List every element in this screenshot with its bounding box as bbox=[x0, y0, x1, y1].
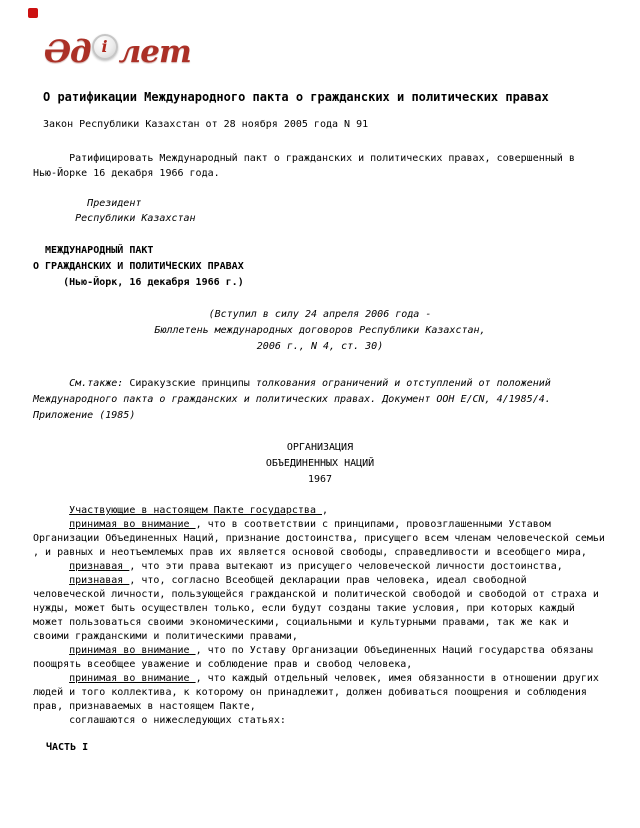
logo-emblem-icon bbox=[92, 34, 118, 60]
pact-heading bbox=[33, 243, 244, 291]
indent bbox=[33, 575, 69, 586]
un-heading bbox=[0, 440, 640, 488]
entry-note-line: 2006 г., N 4, ст. 30) bbox=[256, 341, 384, 352]
see-also-label: См.также: bbox=[69, 378, 130, 389]
preamble-text: соглашаются о нижеследующих статьях: bbox=[69, 715, 286, 726]
preamble-text: Организации Объединенных Наций, признание достоинства, присущего всем членам человеческой семьи bbox=[33, 533, 605, 544]
signature-block bbox=[33, 196, 196, 226]
preamble-line bbox=[33, 616, 605, 630]
preamble-line bbox=[33, 602, 605, 616]
preamble-line bbox=[33, 630, 605, 644]
preamble-line bbox=[33, 504, 605, 518]
part-heading: ЧАСТЬ I bbox=[46, 742, 89, 753]
see-also-line: Международного пакта о гражданских и политических правах. Документ ООН E/CN, 4/1985/4. bbox=[33, 394, 551, 405]
red-marker-icon bbox=[28, 8, 38, 18]
pact-heading-line: О ГРАЖДАНСКИХ И ПОЛИТИЧЕСКИХ ПРАВАХ bbox=[33, 261, 244, 272]
preamble-line bbox=[33, 644, 605, 658]
indent bbox=[33, 561, 69, 572]
preamble-text: , что каждый отдельный человек, имея обязанности в отношении других bbox=[195, 673, 599, 684]
preamble-lead: признавая bbox=[69, 575, 130, 586]
ratification-line: Ратифицировать Международный пакт о гражданских и политических правах, совершенный в bbox=[33, 153, 575, 164]
see-also-text: толкования ограничений и отступлений от положений bbox=[255, 378, 551, 389]
preamble-line bbox=[33, 672, 605, 686]
see-also-reference-title: Сиракузские принципы bbox=[129, 378, 256, 389]
indent bbox=[33, 715, 69, 726]
preamble-lead: принимая во внимание bbox=[69, 645, 196, 656]
preamble-text: прав, признаваемых в настоящем Пакте, bbox=[33, 701, 256, 712]
indent bbox=[33, 505, 69, 516]
un-heading-line: ОРГАНИЗАЦИЯ bbox=[286, 442, 354, 453]
pact-heading-line: МЕЖДУНАРОДНЫЙ ПАКТ bbox=[33, 245, 154, 256]
adilet-logo bbox=[44, 34, 191, 70]
entry-note-line: Бюллетень международных договоров Республики Казахстан, bbox=[154, 325, 486, 336]
preamble-line bbox=[33, 658, 605, 672]
pact-heading-line: (Нью-Йорк, 16 декабря 1966 г.) bbox=[33, 277, 244, 288]
preamble-text: , что в соответствии с принципами, провозглашенными Уставом bbox=[195, 519, 551, 530]
preamble-lead: признавая bbox=[69, 561, 130, 572]
preamble-text: человеческой личности, пользующейся гражданской и политической свободой и свободой от страха и bbox=[33, 589, 599, 600]
preamble-line bbox=[33, 700, 605, 714]
preamble-line bbox=[33, 560, 605, 574]
indent bbox=[33, 645, 69, 656]
preamble-text: поощрять всеобщее уважение и соблюдение прав и свобод человека, bbox=[33, 659, 413, 670]
see-also-note bbox=[33, 376, 551, 424]
preamble-line bbox=[33, 588, 605, 602]
un-heading-line: ОБЪЕДИНЕННЫХ НАЦИЙ bbox=[265, 458, 375, 469]
preamble-lead: Участвующие в настоящем Пакте государства bbox=[69, 505, 322, 516]
preamble-lead: принимая во внимание bbox=[69, 519, 196, 530]
preamble bbox=[33, 504, 605, 728]
indent bbox=[33, 673, 69, 684]
preamble-line bbox=[33, 532, 605, 546]
preamble-line bbox=[33, 546, 605, 560]
indent bbox=[33, 519, 69, 530]
ratification-paragraph bbox=[33, 151, 575, 181]
preamble-text: людей и того коллектива, к которому он принадлежит, должен добиваться поощрения и соблюдения bbox=[33, 687, 587, 698]
preamble-line bbox=[33, 686, 605, 700]
logo-circled-letter: і bbox=[101, 36, 108, 56]
see-also-line bbox=[33, 376, 551, 392]
logo-text-left: Әд bbox=[44, 34, 91, 70]
document-title: О ратификации Международного пакта о гражданских и политических правах bbox=[43, 90, 549, 104]
see-also-line: Приложение (1985) bbox=[33, 410, 136, 421]
preamble-text: , что эти права вытекают из присущего человеческой личности достоинства, bbox=[129, 561, 563, 572]
ratification-line: Нью-Йорке 16 декабря 1966 года. bbox=[33, 168, 220, 179]
logo-text-right: лет bbox=[118, 34, 191, 70]
preamble-line bbox=[33, 714, 605, 728]
entry-note-line: (Вступил в силу 24 апреля 2006 года - bbox=[208, 309, 432, 320]
preamble-text: , и равных и неотъемлемых прав их является основой свободы, справедливости и всеобщего мира, bbox=[33, 547, 587, 558]
preamble-lead: принимая во внимание bbox=[69, 673, 196, 684]
preamble-text: , что, согласно Всеобщей декларации прав человека, идеал свободной bbox=[129, 575, 527, 586]
preamble-line bbox=[33, 574, 605, 588]
law-subtitle: Закон Республики Казахстан от 28 ноября 2005 года N 91 bbox=[43, 119, 369, 130]
preamble-text: , bbox=[322, 505, 329, 516]
entry-into-force-note bbox=[0, 307, 640, 355]
signature-title: Президент bbox=[33, 198, 142, 209]
un-heading-line: 1967 bbox=[307, 474, 333, 485]
preamble-text: может пользоваться своими экономическими, социальными и культурными правами, так же как и bbox=[33, 617, 569, 628]
preamble-text: нужды, может быть осуществлен только, если будут созданы такие условия, при которых каждый bbox=[33, 603, 575, 614]
indent bbox=[33, 378, 69, 389]
preamble-text: своими гражданскими и политическими правами, bbox=[33, 631, 298, 642]
preamble-text: , что по Уставу Организации Объединенных Наций государства обязаны bbox=[195, 645, 593, 656]
signature-country: Республики Казахстан bbox=[33, 213, 196, 224]
preamble-line bbox=[33, 518, 605, 532]
